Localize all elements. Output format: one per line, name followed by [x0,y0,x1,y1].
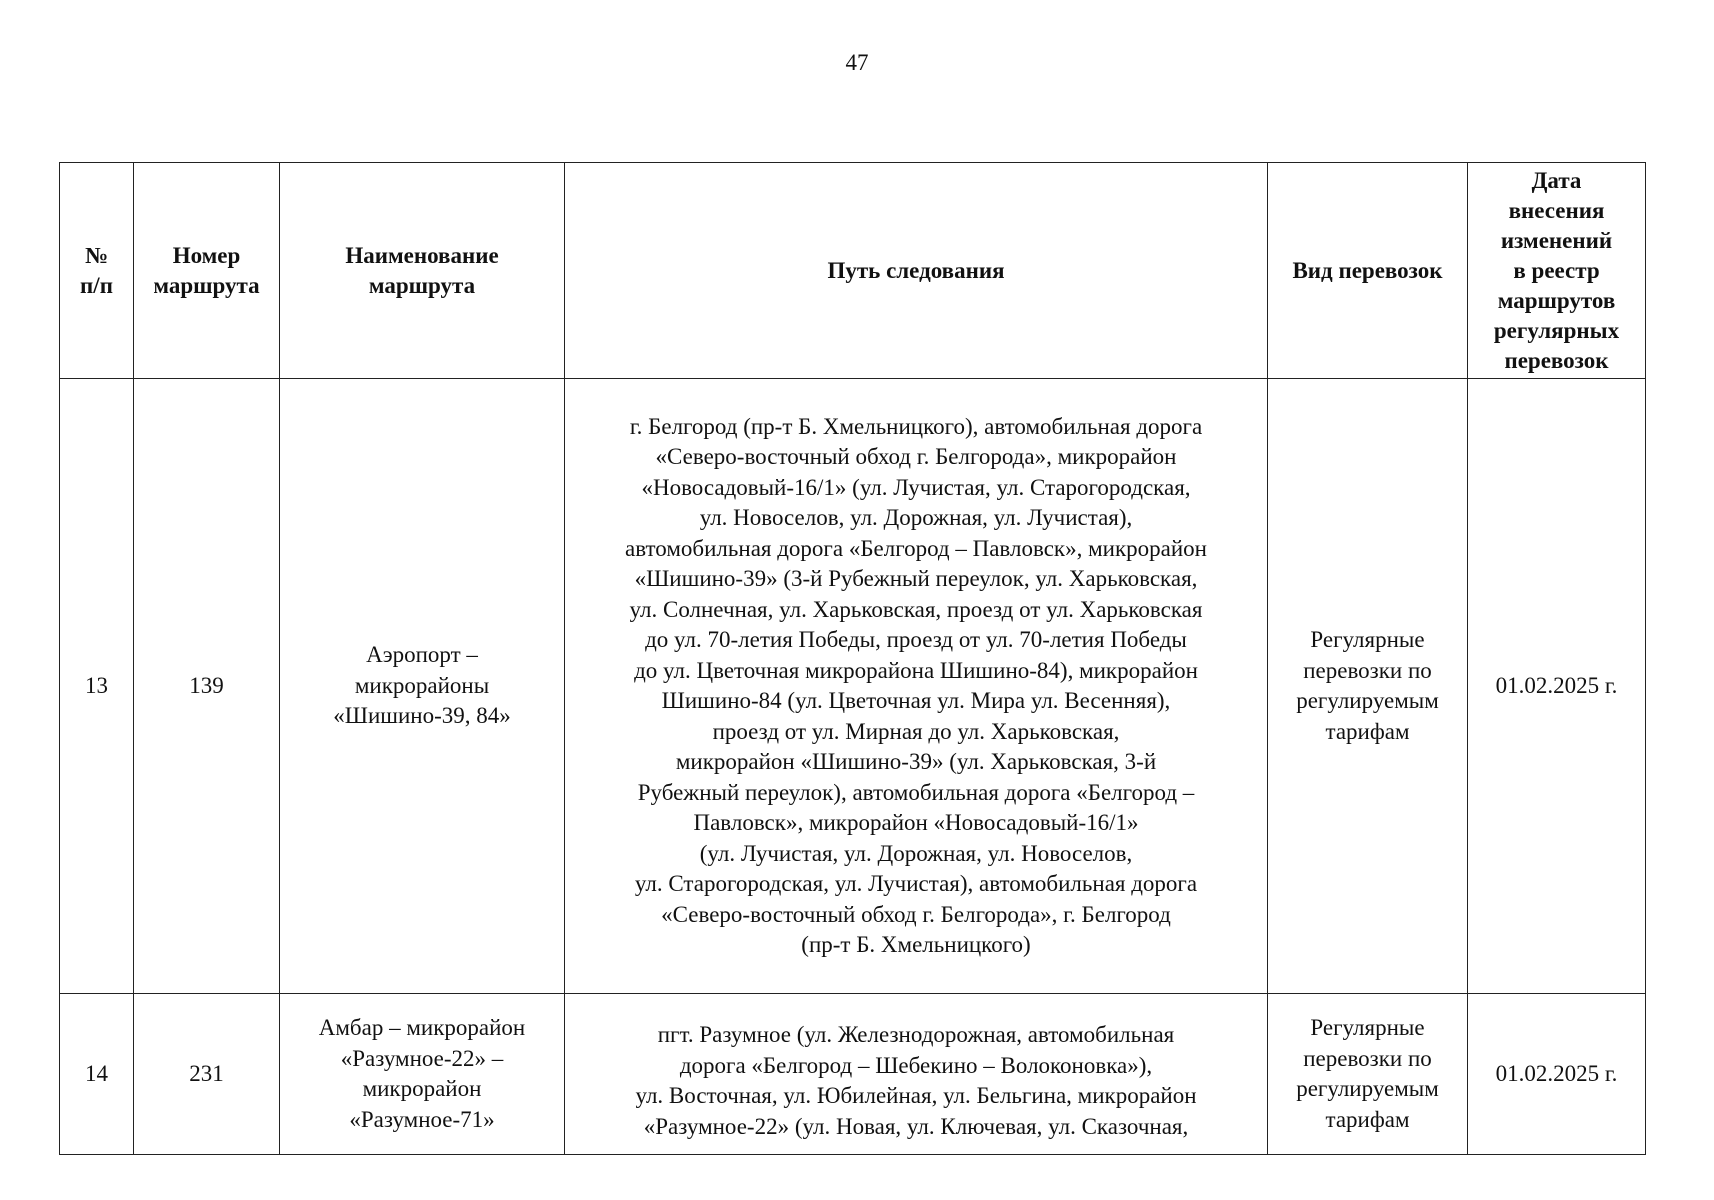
transport-type-line: перевозки по [1303,1045,1432,1071]
cell-change-date: 01.02.2025 г. [1468,994,1646,1155]
route-name-line: Аэропорт – [366,642,478,668]
route-name-line: микрорайон [362,1076,482,1101]
cell-transport-type [1268,379,1468,994]
header-transport-type [1268,163,1468,379]
header-line: маршрутов [1497,287,1616,313]
route-name-line: «Шишино-39, 84» [333,703,511,729]
cell-change-date: 01.02.2025 г. [1468,379,1646,994]
header-line: изменений [1500,227,1613,253]
table-row [60,994,1646,1155]
route-path-line: (пр-т Б. Хмельницкого) [801,932,1031,957]
header-line: внесения [1508,197,1605,223]
route-path-line: ул. Новоселов, ул. Дорожная, ул. Лучистая), [699,505,1133,530]
route-path-line: «Северо-восточный обход г. Белгорода», г. Белгород [661,901,1171,927]
route-path-line: до ул. 70-летия Победы, проезд от ул. 70-летия Победы [645,627,1187,652]
header-line: Наименование [345,242,499,268]
transport-type-line: тарифам [1325,718,1410,744]
cell-route-path [565,379,1268,994]
route-path-line: (ул. Лучистая, ул. Дорожная, ул. Новоселов, [699,840,1133,866]
route-name-line: микрорайоны [354,672,490,698]
transport-type-line: тарифам [1325,1106,1410,1132]
route-path-line: Шишино-84 (ул. Цветочная ул. Мира ул. Весенняя), [661,688,1171,713]
route-path-line: проезд от ул. Мирная до ул. Харьковская, [712,718,1120,744]
header-line: Путь следования [827,257,1005,283]
route-path-line: ул. Солнечная, ул. Харьковская, проезд от ул. Харьковская [629,596,1203,622]
header-change-date [1468,163,1646,379]
route-path-line: микрорайон «Шишино-39» (ул. Харьковская, 3-й [675,749,1157,774]
page-number: 47 [845,50,869,75]
header-line: Номер [172,242,241,268]
cell-num: 13 [60,379,134,994]
cell-num: 14 [60,994,134,1155]
header-line: Дата [1531,167,1582,193]
header-route-number [134,163,280,379]
cell-transport-type [1268,994,1468,1155]
route-path-line: «Северо-восточный обход г. Белгорода», микрорайон [655,444,1177,469]
header-route-path [565,163,1268,379]
header-route-name [280,163,565,379]
route-path-line: дорога «Белгород – Шебекино – Волоконовка»), [679,1052,1153,1078]
header-line: перевозок [1504,347,1609,373]
header-line: п/п [80,272,113,298]
cell-route-path [565,994,1268,1155]
route-path-line: г. Белгород (пр-т Б. Хмельницкого), автомобильная дорога [629,413,1203,439]
table-row [60,379,1646,994]
header-line: маршрута [368,272,476,298]
route-path-clip [569,1020,1263,1154]
transport-type-line: регулируемым [1296,1076,1439,1101]
transport-type-line: Регулярные [1310,627,1425,652]
route-path-line: «Новосадовый-16/1» (ул. Лучистая, ул. Старогородская, [641,474,1191,500]
header-line: регулярных [1493,317,1620,343]
header-line: маршрута [153,272,260,298]
route-name-line: «Разумное-71» [349,1106,495,1132]
header-num [60,163,134,379]
table-header-row [60,163,1646,379]
route-path-line: ул. Восточная, ул. Юбилейная, ул. Бельгина, микрорайон [635,1083,1197,1108]
route-path-line: «Разумное-22» (ул. Новая, ул. Ключевая, ул. Сказочная, [643,1113,1189,1139]
route-path-line: пгт. Разумное (ул. Железнодорожная, автомобильная [657,1022,1175,1047]
route-path-line: до ул. Цветочная микрорайона Шишино-84), микрорайон [634,657,1198,683]
cell-route-name [280,994,565,1155]
transport-type-line: перевозки по [1303,657,1432,683]
route-name-line: «Разумное-22» – [340,1045,504,1071]
cell-route-number: 139 [134,379,280,994]
cell-route-number: 231 [134,994,280,1155]
route-name-line: Амбар – микрорайон [318,1015,526,1040]
transport-type-line: регулируемым [1296,688,1439,713]
route-path-line: автомобильная дорога «Белгород – Павловск», микрорайон [625,535,1207,561]
header-line: Вид перевозок [1292,257,1443,283]
route-path-line: Рубежный переулок), автомобильная дорога «Белгород – [637,779,1195,805]
header-line: № [84,242,109,268]
route-path-line: Павловск», микрорайон «Новосадовый-16/1» [693,810,1139,835]
header-line: в реестр [1513,257,1600,283]
transport-type-line: Регулярные [1310,1015,1425,1040]
cell-route-name [280,379,565,994]
routes-registry-table [59,162,1646,1155]
route-path-line: «Шишино-39» (3-й Рубежный переулок, ул. Харьковская, [634,566,1198,591]
route-path-line: ул. Старогородская, ул. Лучистая), автомобильная дорога [634,871,1198,896]
